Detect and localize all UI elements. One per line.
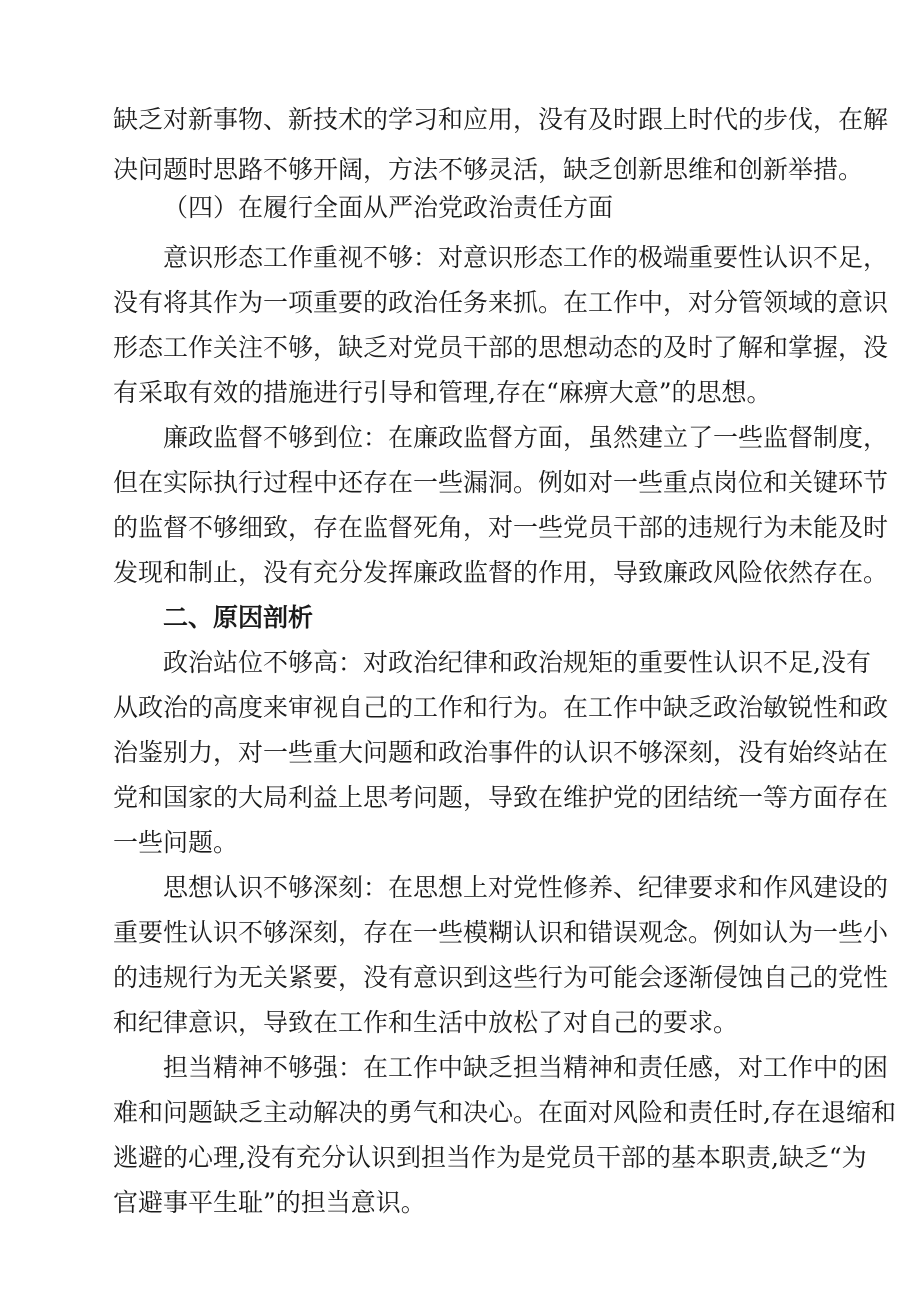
paragraph-line (0, 1043, 920, 1093)
paragraph-line (0, 458, 920, 508)
paragraph-line (0, 413, 920, 463)
paragraph-line (0, 773, 920, 823)
paragraph-line (0, 1133, 920, 1183)
paragraph-line (0, 863, 920, 913)
paragraph-text: 廉政监督不够到位：在廉政监督方面，虽然建立了一些监督制度， (163, 423, 889, 452)
paragraph-text: 从政治的高度来审视自己的工作和行为。在工作中缺乏政治敏锐性和政 (113, 693, 889, 722)
subheading-text: （四）在履行全面从严治党政治责任方面 (163, 193, 614, 222)
paragraph-line (0, 908, 920, 958)
paragraph-text: 和纪律意识，导致在工作和生活中放松了对自己的要求。 (113, 1008, 739, 1037)
paragraph-line (0, 638, 920, 688)
paragraph-line (0, 1088, 920, 1138)
paragraph-line (0, 548, 920, 598)
paragraph-line (0, 1178, 920, 1228)
paragraph-text: 缺乏对新事物、新技术的学习和应用，没有及时跟上时代的步伐，在解 (113, 105, 889, 134)
paragraph-text: 没有将其作为一项重要的政治任务来抓。在工作中，对分管领域的意识 (113, 288, 889, 317)
paragraph-line (0, 818, 920, 868)
paragraph-text: 重要性认识不够深刻，存在一些模糊认识和错误观念。例如认为一些小 (113, 918, 889, 947)
paragraph-line (0, 323, 920, 373)
paragraph-text: 发现和制止，没有充分发挥廉政监督的作用，导致廉政风险依然存在。 (113, 558, 889, 587)
paragraph-text: 担当精神不够强：在工作中缺乏担当精神和责任感，对工作中的困 (163, 1053, 889, 1082)
paragraph-text: 官避事平生耻”的担当意识。 (113, 1188, 426, 1217)
paragraph-text: 决问题时思路不够开阔，方法不够灵活，缺乏创新思维和创新举措。 (113, 155, 864, 184)
paragraph-line (0, 233, 920, 283)
paragraph-text: 难和问题缺乏主动解决的勇气和决心。在面对风险和责任时,存在退缩和 (113, 1098, 896, 1127)
paragraph-line (0, 728, 920, 778)
paragraph-text: 有采取有效的措施进行引导和管理,存在“麻痹大意”的思想。 (113, 378, 772, 407)
paragraph-line (0, 503, 920, 553)
paragraph-text: 逃避的心理,没有充分认识到担当作为是党员干部的基本职责,缺乏“为 (113, 1143, 867, 1172)
paragraph-text: 一些问题。 (113, 828, 239, 857)
paragraph-line (0, 95, 920, 145)
paragraph-text: 意识形态工作重视不够：对意识形态工作的极端重要性认识不足， (163, 243, 889, 272)
paragraph-text: 但在实际执行过程中还存在一些漏洞。例如对一些重点岗位和关键环节 (113, 468, 889, 497)
paragraph-text: 思想认识不够深刻：在思想上对党性修养、纪律要求和作风建设的 (163, 873, 889, 902)
paragraph-line (0, 998, 920, 1048)
paragraph-text: 治鉴别力，对一些重大问题和政治事件的认识不够深刻，没有始终站在 (113, 738, 889, 767)
paragraph-line (0, 953, 920, 1003)
paragraph-text: 的监督不够细致，存在监督死角，对一些党员干部的违规行为未能及时 (113, 513, 889, 542)
paragraph-line (0, 368, 920, 418)
paragraph-line (0, 683, 920, 733)
section-heading (0, 593, 920, 643)
paragraph-line (0, 278, 920, 328)
paragraph-text: 的违规行为无关紧要，没有意识到这些行为可能会逐渐侵蚀自己的党性 (113, 963, 889, 992)
heading-text: 二、原因剖析 (163, 603, 314, 632)
paragraph-text: 形态工作关注不够，缺乏对党员干部的思想动态的及时了解和掌握，没 (113, 333, 889, 362)
paragraph-text: 党和国家的大局利益上思考问题，导致在维护党的团结统一等方面存在 (113, 783, 889, 812)
paragraph-text: 政治站位不够高：对政治纪律和政治规矩的重要性认识不足,没有 (163, 648, 871, 677)
section-subheading (0, 183, 920, 233)
